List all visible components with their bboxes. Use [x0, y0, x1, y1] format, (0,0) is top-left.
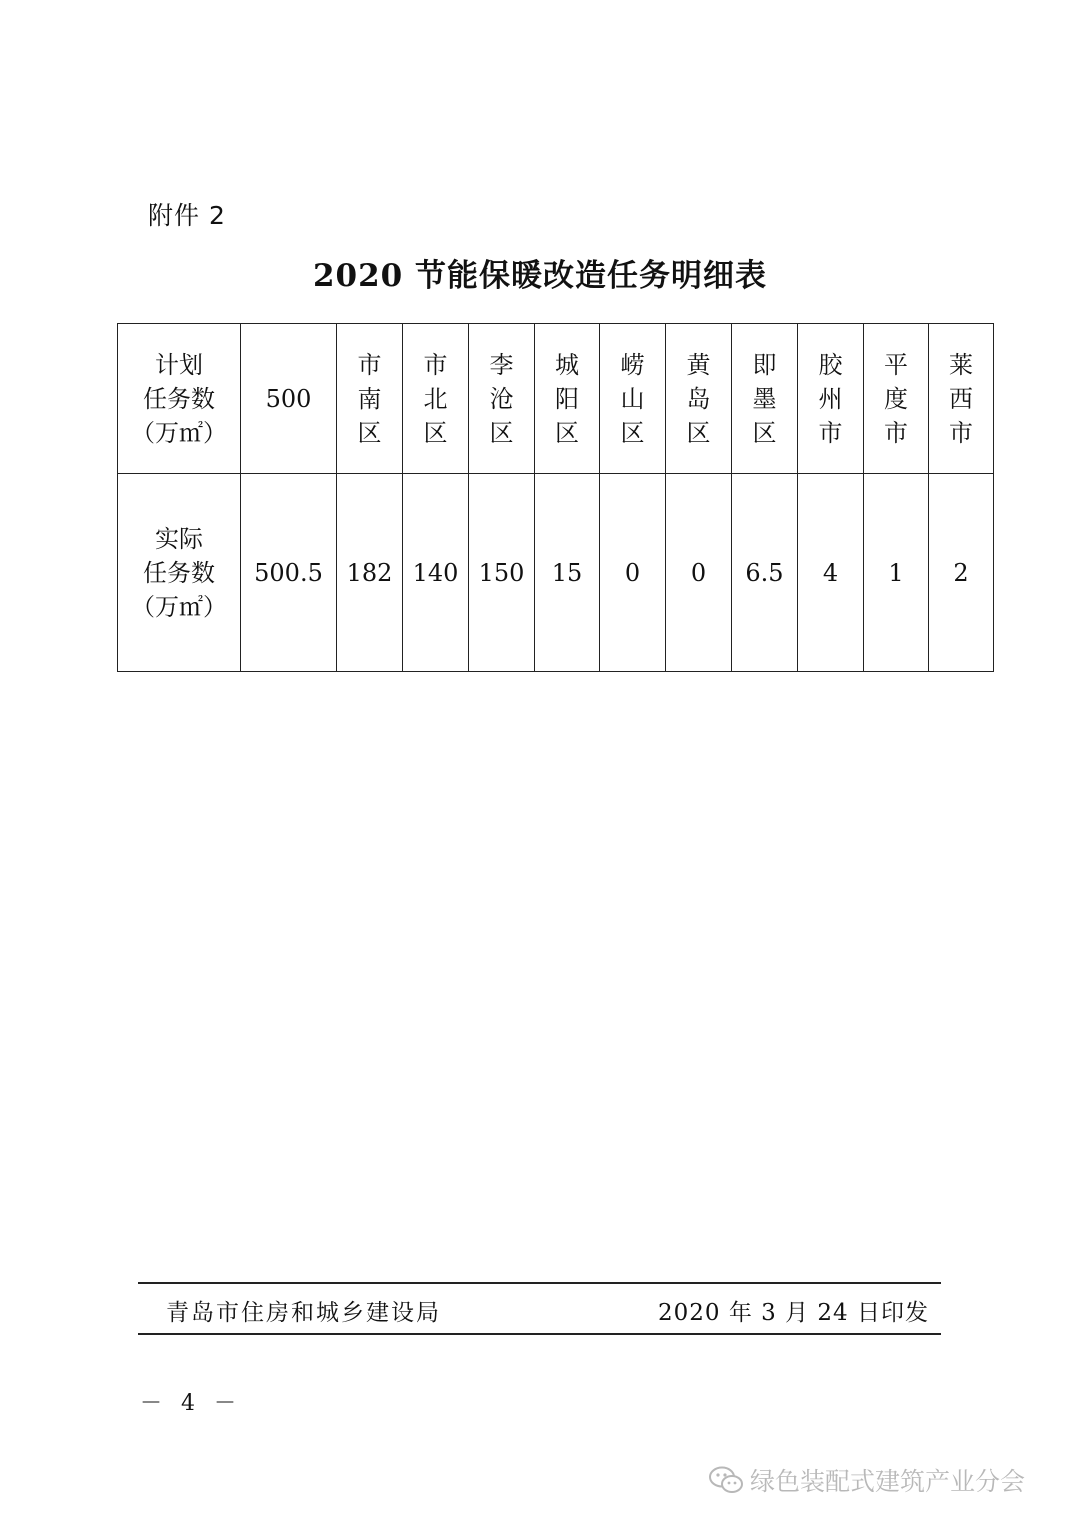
page-number: － 4 －: [140, 1391, 242, 1416]
district-cell-jimo: 即 墨 区: [732, 324, 798, 474]
actual-value-cell: 140: [403, 474, 469, 672]
district-cell-huangdao: 黄 岛 区: [666, 324, 732, 474]
planned-row-header: [118, 324, 241, 474]
attachment-label: 附件 2: [148, 201, 226, 230]
actual-value-cell: 150: [469, 474, 535, 672]
task-detail-table: [117, 323, 994, 672]
district-cell-laoshan: 崂 山 区: [600, 324, 666, 474]
actual-value-cell: 0: [666, 474, 732, 672]
document-title: 2020 节能保暖改造任务明细表: [312, 258, 768, 294]
row-header-line: （万㎡）: [131, 592, 227, 621]
planned-row: [118, 324, 994, 474]
row-header-line: （万㎡）: [131, 418, 227, 447]
issuer-name: 青岛市住房和城乡建设局: [166, 1300, 441, 1326]
actual-value-cell: 0: [600, 474, 666, 672]
district-cell-shibei: 市 北 区: [403, 324, 469, 474]
watermark-text: 绿色装配式建筑产业分会: [750, 1467, 1026, 1496]
actual-value-cell: 6.5: [732, 474, 798, 672]
actual-row-header: [118, 474, 241, 672]
district-cell-chengyang: 城 阳 区: [535, 324, 600, 474]
actual-total: 500.5: [241, 474, 337, 672]
actual-value-cell: 4: [798, 474, 864, 672]
district-cell-licang: 李 沧 区: [469, 324, 535, 474]
district-cell-laixi: 莱 西 市: [929, 324, 994, 474]
actual-value-cell: 2: [929, 474, 994, 672]
district-cell-shinan: 市 南 区: [337, 324, 403, 474]
district-cell-pingdu: 平 度 市: [864, 324, 929, 474]
row-header-line: 任务数: [143, 558, 215, 587]
wechat-icon: [708, 1465, 744, 1495]
row-header-line: 实际: [155, 524, 203, 553]
footer-top-rule: [138, 1282, 941, 1284]
actual-value-cell: 182: [337, 474, 403, 672]
issue-date: 2020 年 3 月 24 日印发: [658, 1300, 929, 1326]
actual-row: [118, 474, 994, 672]
actual-value-cell: 1: [864, 474, 929, 672]
planned-total: 500: [241, 324, 337, 474]
actual-value-cell: 15: [535, 474, 600, 672]
row-header-line: 计划: [155, 350, 203, 379]
watermark: [708, 1462, 1025, 1498]
district-cell-jiaozhou: 胶 州 市: [798, 324, 864, 474]
footer-bottom-rule: [138, 1333, 941, 1335]
row-header-line: 任务数: [143, 384, 215, 413]
